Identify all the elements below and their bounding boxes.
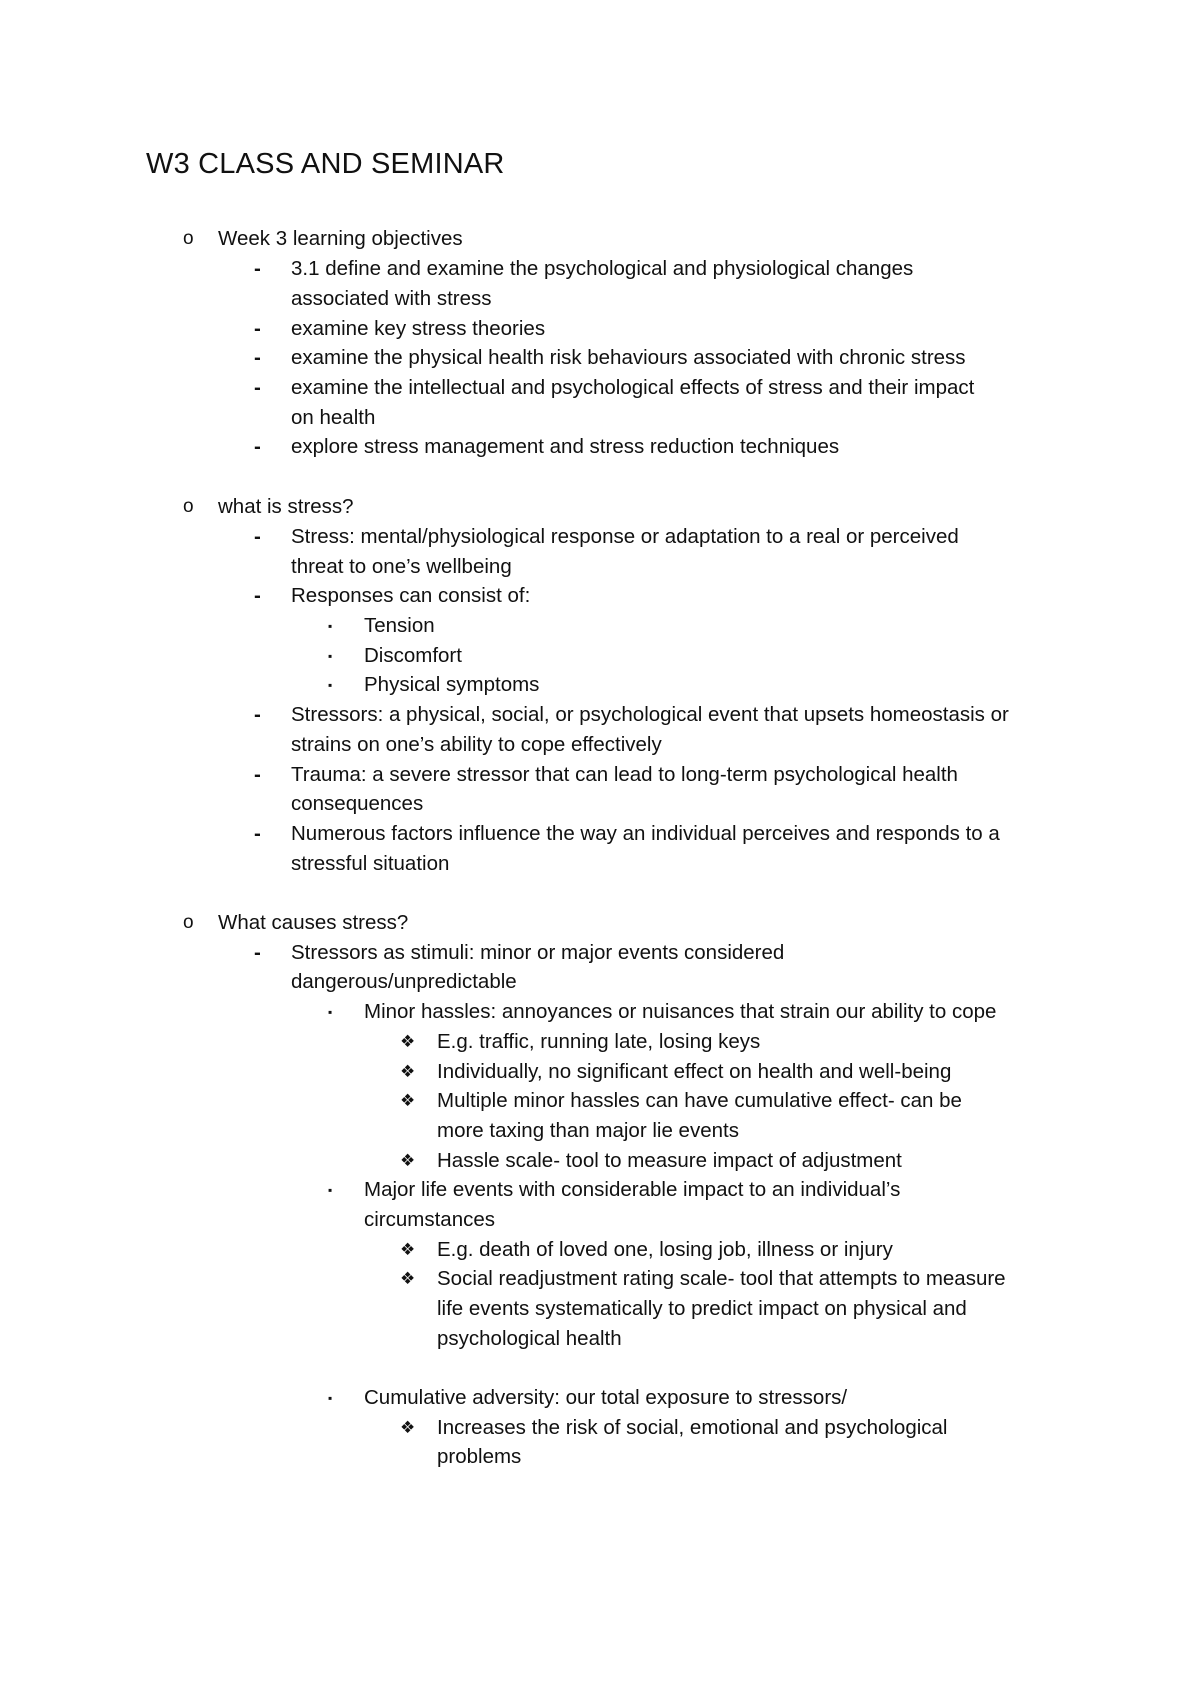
- square-bullet: ▪: [328, 649, 333, 663]
- major-event-item-2-line-1: Social readjustment rating scale- tool that attempts to measure: [437, 1267, 1006, 1290]
- major-event-item-2-line-2: life events systematically to predict impact on physical and: [437, 1297, 967, 1320]
- dash-bullet: -: [254, 584, 261, 607]
- response-item: Tension: [364, 614, 435, 637]
- cumulative-item-line-1: Increases the risk of social, emotional and psychological: [437, 1416, 948, 1439]
- stimuli-line-1: Stressors as stimuli: minor or major events considered: [291, 941, 785, 964]
- dash-bullet: -: [254, 346, 261, 369]
- objective-2: examine key stress theories: [291, 317, 546, 340]
- dash-bullet: -: [254, 525, 261, 548]
- minor-hassle-item-4: Hassle scale- tool to measure impact of adjustment: [437, 1149, 902, 1172]
- square-bullet: ▪: [328, 619, 333, 633]
- stress-definition-line-2: threat to one’s wellbeing: [291, 555, 512, 578]
- square-bullet: ▪: [328, 1183, 333, 1197]
- objective-3: examine the physical health risk behaviours associated with chronic stress: [291, 346, 966, 369]
- objective-1-line-2: associated with stress: [291, 287, 492, 310]
- page-title: W3 CLASS AND SEMINAR: [146, 148, 505, 180]
- objective-5: explore stress management and stress reduction techniques: [291, 435, 840, 458]
- square-bullet: ▪: [328, 1005, 333, 1019]
- dash-bullet: -: [254, 703, 261, 726]
- diamond-bullet: ❖: [400, 1062, 416, 1081]
- dash-bullet: -: [254, 257, 261, 280]
- stressors-definition-line-2: strains on one’s ability to cope effectively: [291, 733, 662, 756]
- dash-bullet: -: [254, 376, 261, 399]
- minor-hassle-item-1: E.g. traffic, running late, losing keys: [437, 1030, 761, 1053]
- minor-hassle-item-3-line-1: Multiple minor hassles can have cumulative effect- can be: [437, 1089, 962, 1112]
- diamond-bullet: ❖: [400, 1418, 416, 1437]
- dash-bullet: -: [254, 941, 261, 964]
- minor-hassle-item-2: Individually, no significant effect on health and well-being: [437, 1060, 952, 1083]
- response-item: Discomfort: [364, 644, 462, 667]
- square-bullet: ▪: [328, 678, 333, 692]
- circle-bullet: o: [183, 496, 194, 517]
- section-heading-what-is-stress: what is stress?: [218, 495, 354, 518]
- section-heading-causes: What causes stress?: [218, 911, 409, 934]
- stressors-definition-line-1: Stressors: a physical, social, or psychological event that upsets homeostasis or: [291, 703, 1009, 726]
- diamond-bullet: ❖: [400, 1032, 416, 1051]
- minor-hassles-label: Minor hassles: annoyances or nuisances that strain our ability to cope: [364, 1000, 997, 1023]
- cumulative-adversity-label: Cumulative adversity: our total exposure to stressors/: [364, 1386, 848, 1409]
- diamond-bullet: ❖: [400, 1151, 416, 1170]
- stress-definition-line-1: Stress: mental/physiological response or adaptation to a real or perceived: [291, 525, 959, 548]
- section-heading-objectives: Week 3 learning objectives: [218, 227, 463, 250]
- objective-4-line-1: examine the intellectual and psychological effects of stress and their impact: [291, 376, 975, 399]
- dash-bullet: -: [254, 317, 261, 340]
- objective-4-line-2: on health: [291, 406, 376, 429]
- dash-bullet: -: [254, 763, 261, 786]
- factors-line-1: Numerous factors influence the way an individual perceives and responds to a: [291, 822, 1000, 845]
- factors-line-2: stressful situation: [291, 852, 450, 875]
- cumulative-item-line-2: problems: [437, 1445, 522, 1468]
- major-event-item-2-line-3: psychological health: [437, 1327, 622, 1350]
- major-event-item-1: E.g. death of loved one, losing job, illness or injury: [437, 1238, 893, 1261]
- response-item: Physical symptoms: [364, 673, 540, 696]
- diamond-bullet: ❖: [400, 1091, 416, 1110]
- diamond-bullet: ❖: [400, 1240, 416, 1259]
- dash-bullet: -: [254, 822, 261, 845]
- dash-bullet: -: [254, 435, 261, 458]
- trauma-definition-line-2: consequences: [291, 792, 424, 815]
- minor-hassle-item-3-line-2: more taxing than major lie events: [437, 1119, 739, 1142]
- objective-1-line-1: 3.1 define and examine the psychological and physiological changes: [291, 257, 914, 280]
- stimuli-line-2: dangerous/unpredictable: [291, 970, 517, 993]
- responses-label: Responses can consist of:: [291, 584, 531, 607]
- circle-bullet: o: [183, 228, 194, 249]
- trauma-definition-line-1: Trauma: a severe stressor that can lead to long-term psychological health: [291, 763, 958, 786]
- major-events-label-line-1: Major life events with considerable impact to an individual’s: [364, 1178, 901, 1201]
- diamond-bullet: ❖: [400, 1269, 416, 1288]
- square-bullet: ▪: [328, 1391, 333, 1405]
- circle-bullet: o: [183, 912, 194, 933]
- major-events-label-line-2: circumstances: [364, 1208, 496, 1231]
